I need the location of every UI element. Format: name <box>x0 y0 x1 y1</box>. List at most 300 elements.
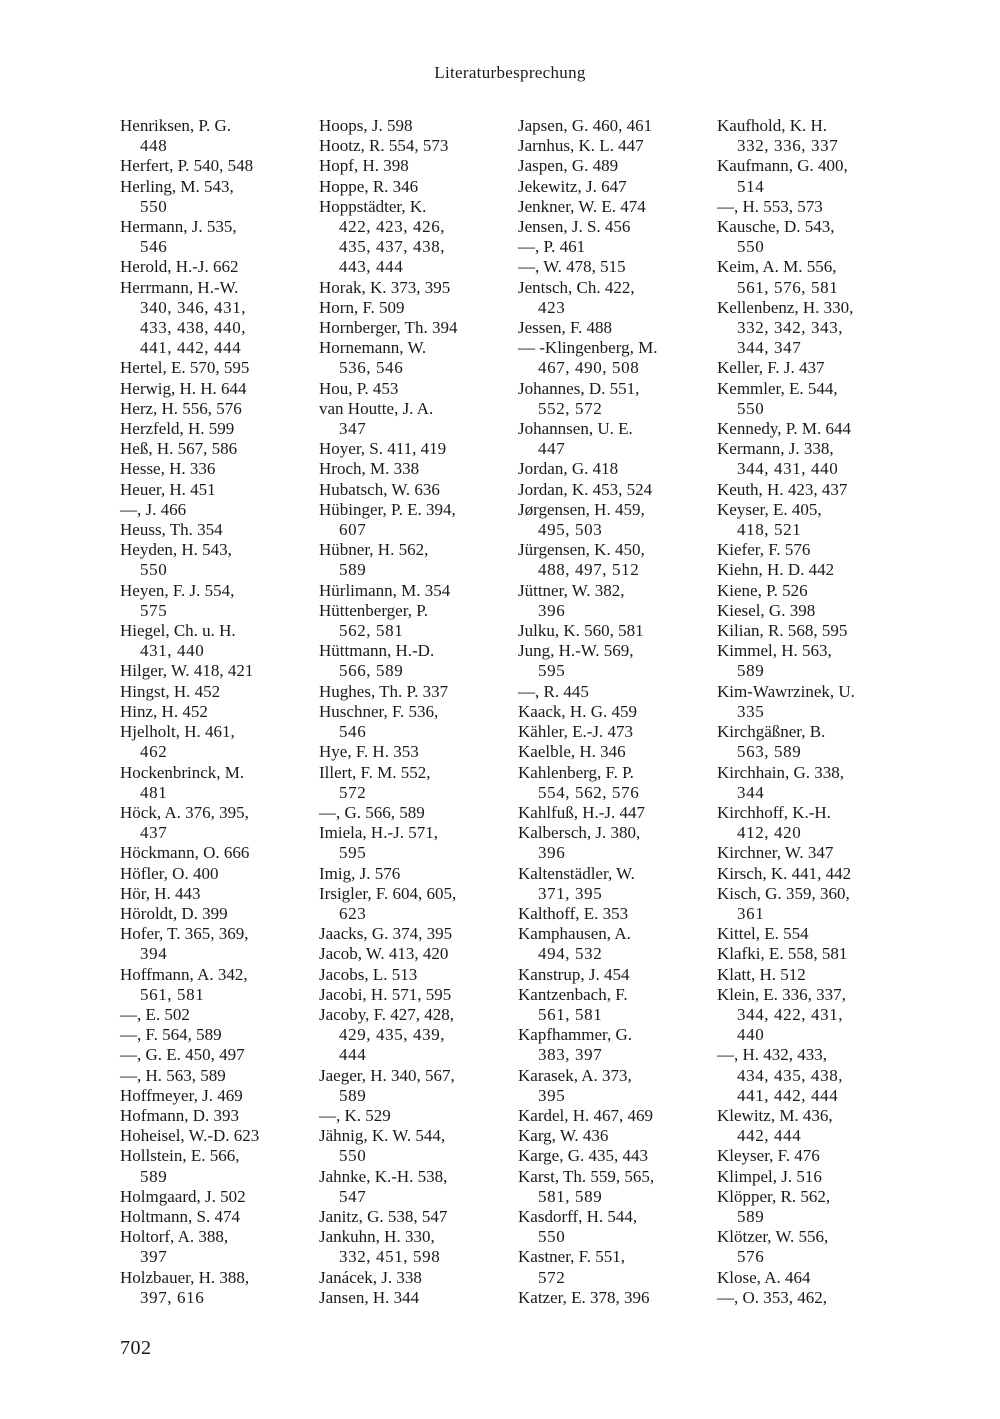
index-entry <box>319 763 514 803</box>
index-entry-heading: —, H. 432, 433, <box>717 1045 828 1065</box>
index-entry-continuation: 566, 589 <box>339 661 404 681</box>
index-entry-heading: Hilger, W. 418, 421 <box>120 661 254 681</box>
index-entry <box>319 1268 514 1288</box>
index-entry <box>518 924 713 964</box>
index-entry-heading: Klein, E. 336, 337, <box>717 984 846 1004</box>
index-entry <box>120 1106 315 1126</box>
index-entry-heading: Hou, P. 453 <box>319 378 399 398</box>
index-entry-continuation: 332, 336, 337 <box>737 136 839 156</box>
index-entry-heading: Herzfeld, H. 599 <box>120 419 235 439</box>
index-entry <box>319 1167 514 1207</box>
index-entry-heading: Höckmann, O. 666 <box>120 843 250 863</box>
index-entry-continuation: 575 <box>140 600 168 620</box>
index-entry-continuation: 495, 503 <box>538 520 603 540</box>
index-entry-heading: —, G. 566, 589 <box>319 802 425 822</box>
index-entry-continuation: 442, 444 <box>737 1126 802 1146</box>
index-entry-heading: Klatt, H. 512 <box>717 964 806 984</box>
index-entry-heading: Hjelholt, H. 461, <box>120 722 235 742</box>
index-entry <box>717 581 912 601</box>
index-entry-continuation: 418, 521 <box>737 520 802 540</box>
index-entry <box>319 156 514 176</box>
index-entry <box>717 1268 912 1288</box>
index-entry <box>319 318 514 338</box>
index-entry-heading: Johannes, D. 551, <box>518 378 640 398</box>
index-entry-heading: Kaelble, H. 346 <box>518 742 626 762</box>
index-entry <box>518 722 713 742</box>
index-entry-heading: Kennedy, P. M. 644 <box>717 419 851 439</box>
index-entry <box>717 924 912 944</box>
index-entry-continuation: 434, 435, 438, <box>737 1065 844 1085</box>
index-entry-heading: Hootz, R. 554, 573 <box>319 136 449 156</box>
index-entry-continuation: 554, 562, 576 <box>538 782 640 802</box>
index-entry-continuation: 481 <box>140 782 168 802</box>
index-entry-heading: Kirchhoff, K.-H. <box>717 802 831 822</box>
index-entry-heading: Horn, F. 509 <box>319 297 405 317</box>
index-entry-heading: Hesse, H. 336 <box>120 459 216 479</box>
index-entry-heading: Kasdorff, H. 544, <box>518 1206 638 1226</box>
index-entry <box>518 682 713 702</box>
index-entry <box>518 1106 713 1126</box>
index-entry-heading: Holmgaard, J. 502 <box>120 1186 246 1206</box>
index-entry-heading: Jentsch, Ch. 422, <box>518 277 635 297</box>
index-entry-continuation: 423 <box>538 297 566 317</box>
index-entry-heading: Höfler, O. 400 <box>120 863 219 883</box>
index-column-3 <box>518 116 713 1308</box>
index-entry-heading: Julku, K. 560, 581 <box>518 621 644 641</box>
index-entry-heading: Janitz, G. 538, 547 <box>319 1206 448 1226</box>
index-entry <box>120 621 315 661</box>
index-entry-heading: Hubatsch, W. 636 <box>319 479 440 499</box>
index-entry-heading: Hübner, H. 562, <box>319 540 429 560</box>
index-entry <box>120 156 315 176</box>
index-entry-heading: Kaltenstädler, W. <box>518 863 635 883</box>
index-entry-heading: Jacob, W. 413, 420 <box>319 944 449 964</box>
index-entry-heading: —, F. 564, 589 <box>120 1025 222 1045</box>
index-entry <box>120 722 315 762</box>
index-entry-heading: Herwig, H. H. 644 <box>120 378 247 398</box>
index-entry <box>518 864 713 904</box>
index-entry-heading: Hoppstädter, K. <box>319 196 427 216</box>
index-entry-continuation: 550 <box>339 1146 367 1166</box>
index-entry-heading: —, O. 353, 462, <box>717 1287 828 1307</box>
index-entry-heading: Hoops, J. 598 <box>319 116 413 135</box>
index-entry <box>319 540 514 580</box>
index-entry-heading: Kaack, H. G. 459 <box>518 701 637 721</box>
index-entry-continuation: 347 <box>339 419 367 439</box>
index-entry-heading: Kiefer, F. 576 <box>717 540 811 560</box>
index-entry <box>319 1288 514 1308</box>
index-entry <box>120 480 315 500</box>
index-entry-heading: Jahnke, K.-H. 538, <box>319 1166 448 1186</box>
index-entry <box>717 379 912 419</box>
index-entry-heading: Kantzenbach, F. <box>518 984 628 1004</box>
index-entry <box>120 965 315 1005</box>
index-entry <box>319 601 514 641</box>
running-head: Literaturbesprechung <box>434 63 586 82</box>
index-entry <box>518 904 713 924</box>
index-entry-heading: Kemmler, E. 544, <box>717 378 838 398</box>
index-entry-heading: Kapfhammer, G. <box>518 1025 633 1045</box>
index-entry <box>518 116 713 136</box>
index-entry-heading: Hroch, M. 338 <box>319 459 420 479</box>
index-entry-heading: Jacobs, L. 513 <box>319 964 418 984</box>
index-entry-continuation: 396 <box>538 600 566 620</box>
index-entry-heading: Kamphausen, A. <box>518 924 631 944</box>
index-entry-heading: Heuss, Th. 354 <box>120 520 223 540</box>
index-entry-continuation: 562, 581 <box>339 621 404 641</box>
index-entry-heading: Heuer, H. 451 <box>120 479 216 499</box>
index-entry-heading: Klötzer, W. 556, <box>717 1227 829 1247</box>
index-entry-heading: Karasek, A. 373, <box>518 1065 632 1085</box>
index-entry-heading: Kilian, R. 568, 595 <box>717 621 848 641</box>
index-entry-heading: Höck, A. 376, 395, <box>120 802 249 822</box>
index-entry-continuation: 550 <box>140 560 168 580</box>
index-entry-heading: Hinz, H. 452 <box>120 701 208 721</box>
index-entry <box>319 641 514 681</box>
index-entry-heading: Kaufmann, G. 400, <box>717 156 848 176</box>
index-entry-heading: —, P. 461 <box>518 237 586 257</box>
index-entry <box>120 1146 315 1186</box>
index-entry <box>319 702 514 742</box>
index-entry-heading: Jordan, G. 418 <box>518 459 619 479</box>
index-entry-continuation: 576 <box>737 1247 765 1267</box>
index-entry <box>319 803 514 823</box>
index-entry <box>319 823 514 863</box>
index-entry-continuation: 607 <box>339 520 367 540</box>
index-entry <box>518 197 713 217</box>
index-entry <box>319 298 514 318</box>
index-entry-heading: Kaufhold, K. H. <box>717 116 828 135</box>
index-entry <box>717 560 912 580</box>
index-entry <box>518 581 713 621</box>
index-entry-continuation: 514 <box>737 176 765 196</box>
index-entry-heading: Horak, K. 373, 395 <box>319 277 451 297</box>
index-entry <box>518 480 713 500</box>
index-entry <box>717 985 912 1046</box>
index-entry <box>518 379 713 419</box>
index-entry <box>518 742 713 762</box>
index-entry <box>319 379 514 399</box>
index-entry-heading: —, R. 445 <box>518 681 589 701</box>
index-entry <box>120 763 315 803</box>
index-entry <box>120 661 315 681</box>
index-entry <box>717 944 912 964</box>
index-entry <box>518 540 713 580</box>
index-entry <box>518 177 713 197</box>
index-entry-heading: Imiela, H.-J. 571, <box>319 823 438 843</box>
index-entry <box>120 1086 315 1106</box>
index-entry-continuation: 440 <box>737 1025 765 1045</box>
index-entry-heading: Hopf, H. 398 <box>319 156 409 176</box>
index-entry-heading: Jankuhn, H. 330, <box>319 1227 435 1247</box>
index-entry <box>120 1207 315 1227</box>
index-entry-heading: Keyser, E. 405, <box>717 499 822 519</box>
index-entry-heading: Hingst, H. 452 <box>120 681 221 701</box>
index-entry-heading: —, K. 529 <box>319 1105 391 1125</box>
index-entry <box>717 965 912 985</box>
index-entry <box>120 1005 315 1025</box>
index-entry <box>518 641 713 681</box>
index-entry <box>120 1066 315 1086</box>
index-entry-heading: Jung, H.-W. 569, <box>518 641 634 661</box>
index-entry <box>120 702 315 722</box>
index-entry <box>120 217 315 257</box>
index-entry-continuation: 444 <box>339 1045 367 1065</box>
index-entry <box>120 500 315 520</box>
index-entry <box>120 278 315 359</box>
index-entry <box>120 924 315 964</box>
index-entry-continuation: 361 <box>737 903 765 923</box>
index-entry-continuation: 397, 616 <box>140 1287 205 1307</box>
index-entry-heading: Imig, J. 576 <box>319 863 401 883</box>
index-entry <box>518 419 713 459</box>
index-entry-continuation: 550 <box>140 196 168 216</box>
index-entry-continuation: 589 <box>339 560 367 580</box>
index-entry <box>717 1187 912 1227</box>
index-entry-heading: Herfert, P. 540, 548 <box>120 156 254 176</box>
index-entry-heading: Klimpel, J. 516 <box>717 1166 822 1186</box>
index-entry-heading: Kellenbenz, H. 330, <box>717 297 854 317</box>
index-entry-heading: Kirchner, W. 347 <box>717 843 834 863</box>
index-entry-continuation: 589 <box>339 1085 367 1105</box>
index-entry-continuation: 396 <box>538 843 566 863</box>
index-entry-heading: Karst, Th. 559, 565, <box>518 1166 655 1186</box>
index-entry-heading: Kirchhain, G. 338, <box>717 762 845 782</box>
index-entry <box>120 399 315 419</box>
index-entry-heading: Kalthoff, E. 353 <box>518 903 629 923</box>
index-entry-continuation: 412, 420 <box>737 823 802 843</box>
index-entry-heading: Heß, H. 567, 586 <box>120 439 238 459</box>
index-entry-continuation: 561, 581 <box>538 1004 603 1024</box>
index-entry-continuation: 595 <box>339 843 367 863</box>
index-entry-heading: Keller, F. J. 437 <box>717 358 825 378</box>
index-entry-heading: Hoffmeyer, J. 469 <box>120 1085 243 1105</box>
index-entry-heading: Jaeger, H. 340, 567, <box>319 1065 455 1085</box>
index-entry-heading: Jessen, F. 488 <box>518 318 613 338</box>
index-entry-heading: Klafki, E. 558, 581 <box>717 944 848 964</box>
index-entry-heading: —, W. 478, 515 <box>518 257 626 277</box>
index-entry-continuation: 394 <box>140 944 168 964</box>
index-entry <box>319 1066 514 1106</box>
index-entry <box>518 1167 713 1207</box>
index-entry-continuation: 467, 490, 508 <box>538 358 640 378</box>
index-entry-heading: Illert, F. M. 552, <box>319 762 431 782</box>
index-entry <box>717 803 912 843</box>
index-entry-heading: Hye, F. H. 353 <box>319 742 419 762</box>
index-entry-continuation: 429, 435, 439, <box>339 1025 446 1045</box>
index-entry-heading: Jenkner, W. E. 474 <box>518 196 646 216</box>
index-entry-heading: Klöpper, R. 562, <box>717 1186 831 1206</box>
index-entry-heading: Kiehn, H. D. 442 <box>717 560 835 580</box>
index-entry <box>120 884 315 904</box>
index-entry-heading: Heyen, F. J. 554, <box>120 580 235 600</box>
index-entry <box>319 459 514 479</box>
index-entry-continuation: 344, 431, 440 <box>737 459 839 479</box>
index-entry-heading: Kanstrup, J. 454 <box>518 964 630 984</box>
index-entry-continuation: 437 <box>140 823 168 843</box>
index-entry <box>717 1167 912 1187</box>
index-entry-continuation: 447 <box>538 439 566 459</box>
index-entry <box>518 985 713 1025</box>
index-entry <box>518 702 713 722</box>
index-entry-heading: Klose, A. 464 <box>717 1267 811 1287</box>
index-entry-heading: Karge, G. 435, 443 <box>518 1146 648 1166</box>
index-entry-heading: Hör, H. 443 <box>120 883 201 903</box>
index-entry-continuation: 547 <box>339 1186 367 1206</box>
index-entry <box>717 1227 912 1267</box>
index-column-2 <box>319 116 514 1308</box>
index-entry <box>319 399 514 439</box>
index-entry-heading: Herz, H. 556, 576 <box>120 398 242 418</box>
index-entry-continuation: 550 <box>538 1227 566 1247</box>
index-entry-heading: Irsigler, F. 604, 605, <box>319 883 457 903</box>
index-entry <box>319 197 514 278</box>
index-entry <box>717 1288 912 1308</box>
index-entry-heading: Jüttner, W. 382, <box>518 580 625 600</box>
index-column-1 <box>120 116 315 1308</box>
index-entry-heading: Jacobi, H. 571, 595 <box>319 984 452 1004</box>
index-entry <box>120 116 315 156</box>
index-entry <box>518 217 713 237</box>
index-entry-heading: Jansen, H. 344 <box>319 1287 420 1307</box>
index-entry-heading: Jaspen, G. 489 <box>518 156 619 176</box>
index-entry-heading: Johannsen, U. E. <box>518 419 633 439</box>
index-entry-heading: Karg, W. 436 <box>518 1126 609 1146</box>
index-entry-continuation: 572 <box>339 782 367 802</box>
index-entry-heading: Jensen, J. S. 456 <box>518 217 631 237</box>
index-entry-heading: Hoyer, S. 411, 419 <box>319 439 447 459</box>
index-entry <box>319 682 514 702</box>
index-entry-heading: Jacoby, F. 427, 428, <box>319 1004 454 1024</box>
index-entry-heading: Hermann, J. 535, <box>120 217 237 237</box>
index-entry-heading: Jaacks, G. 374, 395 <box>319 924 453 944</box>
index-entry <box>319 1207 514 1227</box>
index-entry-heading: —, H. 553, 573 <box>717 196 823 216</box>
index-entry-heading: Holtmann, S. 474 <box>120 1206 240 1226</box>
index-entry-heading: Hockenbrinck, M. <box>120 762 245 782</box>
index-entry <box>518 459 713 479</box>
index-entry-heading: Janácek, J. 338 <box>319 1267 422 1287</box>
index-entry <box>717 358 912 378</box>
index-entry-heading: —, G. E. 450, 497 <box>120 1045 245 1065</box>
index-entry <box>120 520 315 540</box>
index-entry-continuation: 340, 346, 431, <box>140 297 247 317</box>
index-entry <box>120 459 315 479</box>
index-entry <box>717 298 912 359</box>
index-entry-heading: —, J. 466 <box>120 499 187 519</box>
index-entry-heading: Kiene, P. 526 <box>717 580 808 600</box>
index-entry <box>120 419 315 439</box>
index-entry-heading: Jordan, K. 453, 524 <box>518 479 653 499</box>
index-entry-continuation: 435, 437, 438, <box>339 237 446 257</box>
index-entry-heading: Höroldt, D. 399 <box>120 903 228 923</box>
index-entry-continuation: 431, 440 <box>140 641 205 661</box>
index-entry <box>717 500 912 540</box>
index-entry <box>319 1106 514 1126</box>
index-entry <box>717 722 912 762</box>
index-entry-heading: Holtorf, A. 388, <box>120 1227 229 1247</box>
index-entry <box>717 1146 912 1166</box>
index-entry <box>518 156 713 176</box>
index-entry-continuation: 448 <box>140 136 168 156</box>
index-entry <box>319 116 514 136</box>
index-entry-heading: — -Klingenberg, M. <box>518 338 658 358</box>
index-entry <box>518 1126 713 1146</box>
index-entry-heading: Herold, H.-J. 662 <box>120 257 239 277</box>
index-entry <box>319 338 514 378</box>
index-entry <box>518 237 713 257</box>
index-entry-heading: Hürlimann, M. 354 <box>319 580 451 600</box>
index-entry <box>717 1106 912 1146</box>
index-entry <box>518 763 713 803</box>
index-entry <box>319 924 514 944</box>
index-entry <box>120 682 315 702</box>
index-entry-continuation: 561, 576, 581 <box>737 277 839 297</box>
index-entry <box>120 379 315 399</box>
index-entry <box>518 1025 713 1065</box>
index-entry-heading: Keuth, H. 423, 437 <box>717 479 848 499</box>
index-entry <box>717 480 912 500</box>
index-entry-continuation: 589 <box>737 661 765 681</box>
index-entry <box>717 257 912 297</box>
index-entry-heading: Katzer, E. 378, 396 <box>518 1287 650 1307</box>
index-entry-continuation: 552, 572 <box>538 398 603 418</box>
index-entry-heading: Hofmann, D. 393 <box>120 1105 239 1125</box>
index-entry <box>518 136 713 156</box>
index-entry-heading: Jarnhus, K. L. 447 <box>518 136 644 156</box>
index-entry-heading: Hornberger, Th. 394 <box>319 318 458 338</box>
index-entry <box>120 1126 315 1146</box>
index-entry-continuation: 397 <box>140 1247 168 1267</box>
index-entry <box>319 581 514 601</box>
index-entry-heading: Hüttmann, H.-D. <box>319 641 435 661</box>
index-entry-continuation: 546 <box>140 237 168 257</box>
index-entry <box>120 803 315 843</box>
index-entry <box>518 278 713 318</box>
index-entry-heading: Hughes, Th. P. 337 <box>319 681 449 701</box>
index-entry-heading: Hofer, T. 365, 369, <box>120 924 249 944</box>
index-entry <box>319 965 514 985</box>
index-entry <box>518 803 713 823</box>
index-entry <box>518 1146 713 1166</box>
index-entry <box>120 1227 315 1267</box>
index-entry-heading: Hüttenberger, P. <box>319 600 429 620</box>
index-entry-heading: Kausche, D. 543, <box>717 217 835 237</box>
index-entry <box>717 116 912 156</box>
index-entry <box>717 197 912 217</box>
index-entry-heading: Hoppe, R. 346 <box>319 176 419 196</box>
index-entry <box>319 864 514 884</box>
index-entry <box>319 177 514 197</box>
index-entry <box>518 1207 713 1247</box>
index-entry-heading: Herling, M. 543, <box>120 176 234 196</box>
index-entry-heading: Kimmel, H. 563, <box>717 641 832 661</box>
index-entry <box>319 278 514 298</box>
index-entry <box>518 1066 713 1106</box>
index-entry <box>717 439 912 479</box>
index-entry <box>120 1045 315 1065</box>
index-entry-heading: Henriksen, P. G. <box>120 116 231 135</box>
index-entry-heading: Kalbersch, J. 380, <box>518 823 641 843</box>
index-entry-heading: Kastner, F. 551, <box>518 1247 626 1267</box>
index-entry-heading: Kahlenberg, F. P. <box>518 762 634 782</box>
index-entry-continuation: 371, 395 <box>538 883 603 903</box>
index-entry <box>717 540 912 560</box>
index-entry <box>319 1227 514 1267</box>
index-entry <box>319 985 514 1005</box>
index-entry <box>319 884 514 924</box>
index-entry <box>319 500 514 540</box>
